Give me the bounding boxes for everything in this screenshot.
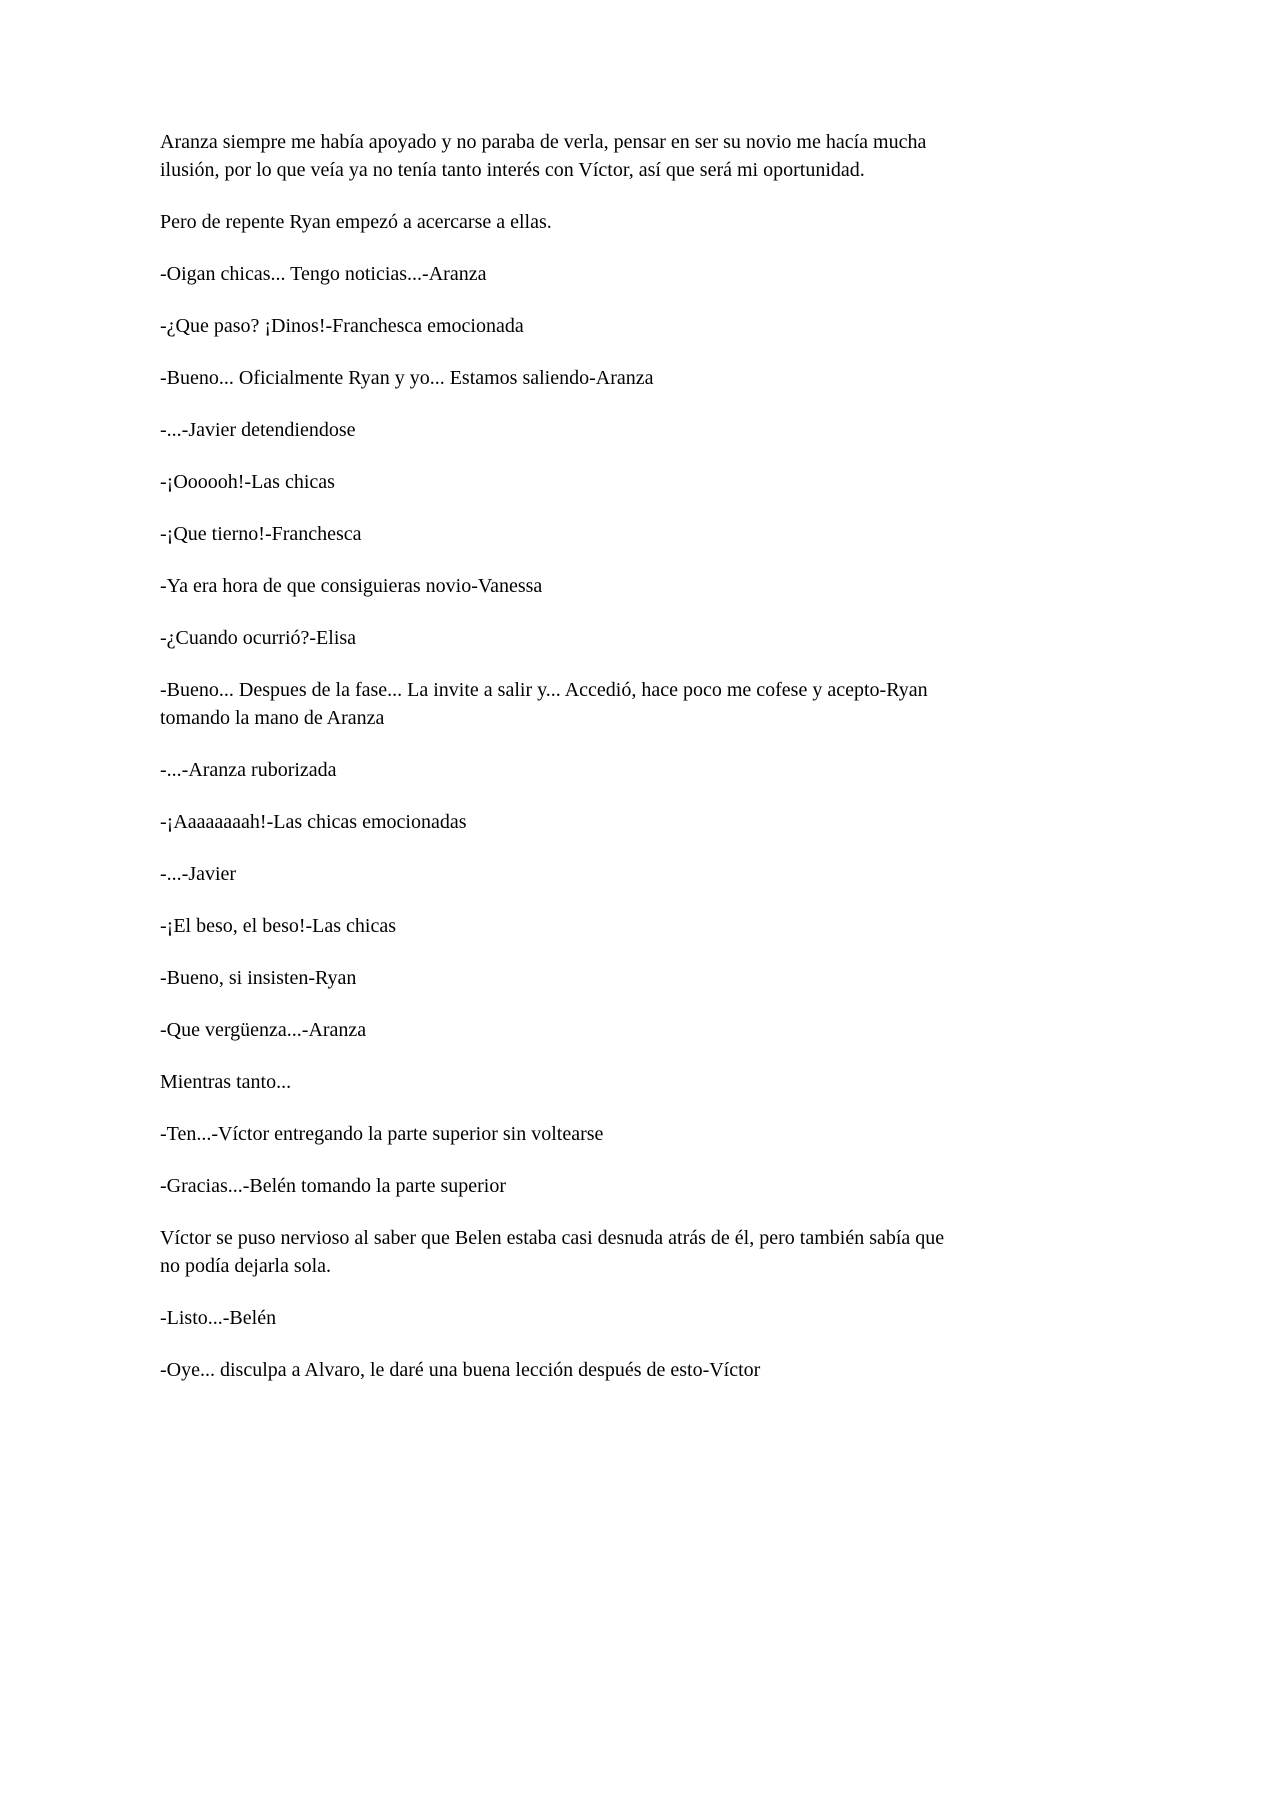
paragraph: -...-Javier detendiendose [160,419,356,441]
paragraph: -Gracias...-Belén tomando la parte superior [160,1175,506,1197]
paragraph: Pero de repente Ryan empezó a acercarse a ellas. [160,211,552,233]
paragraph: -Oigan chicas... Tengo noticias...-Aranza [160,263,487,285]
paragraph: -Oye... disculpa a Alvaro, le daré una buena lección después de esto-Víctor [160,1359,761,1381]
paragraph: -¡Aaaaaaaah!-Las chicas emocionadas [160,811,467,833]
paragraph: -...-Aranza ruborizada [160,759,337,781]
paragraph: -¡Que tierno!-Franchesca [160,523,362,545]
paragraph: Víctor se puso nervioso al saber que Belen estaba casi desnuda atrás de él, pero también sabía que no podía dejarla sola. [160,1227,945,1277]
paragraph: -¿Que paso? ¡Dinos!-Franchesca emocionada [160,315,524,337]
paragraph: -Bueno... Despues de la fase... La invite a salir y... Accedió, hace poco me cofese y acepto-Ryan tomando la mano de Aranza [160,679,928,729]
paragraph: Aranza siempre me había apoyado y no paraba de verla, pensar en ser su novio me hacía mucha ilusión, por lo que veía ya no tenía tanto interés con Víctor, así que será mi oportunidad. [160,131,927,181]
paragraph: -¡Oooooh!-Las chicas [160,471,335,493]
document-content [160,128,960,1384]
paragraph: -Ten...-Víctor entregando la parte superior sin voltearse [160,1123,604,1145]
paragraph: -¡El beso, el beso!-Las chicas [160,915,397,937]
paragraph: -Listo...-Belén [160,1307,277,1329]
paragraph: -¿Cuando ocurrió?-Elisa [160,627,357,649]
paragraph: -Que vergüenza...-Aranza [160,1019,367,1041]
paragraph: -...-Javier [160,863,237,885]
paragraph: -Bueno, si insisten-Ryan [160,967,357,989]
paragraph: Mientras tanto... [160,1071,292,1093]
paragraph: -Ya era hora de que consiguieras novio-Vanessa [160,575,543,597]
paragraph: -Bueno... Oficialmente Ryan y yo... Estamos saliendo-Aranza [160,367,654,389]
